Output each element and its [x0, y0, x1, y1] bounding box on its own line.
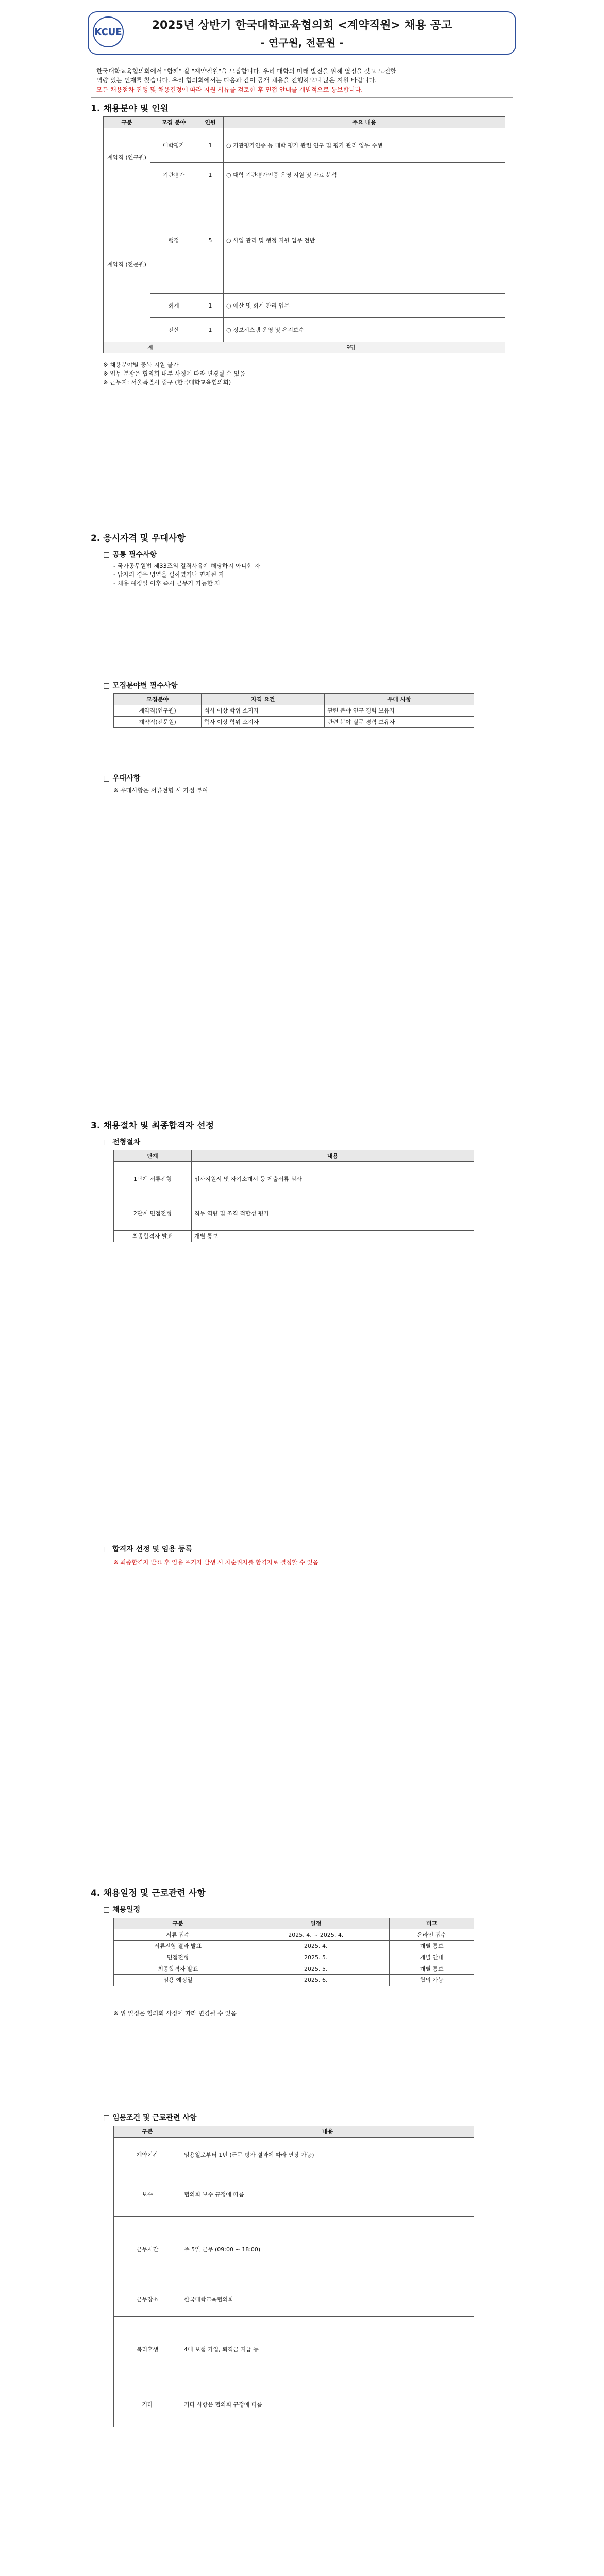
table-row — [104, 318, 505, 342]
section-title: 4. 채용일정 및 근로관련 사항 — [91, 1888, 206, 1899]
requirement-item: - 국가공무원법 제33조의 결격사유에 해당하지 아니한 자 — [113, 562, 261, 569]
cell-item: 면접전형 — [114, 1952, 242, 1963]
subsection-title: □ 공통 필수사항 — [103, 551, 157, 559]
cell-key: 보수 — [114, 2172, 181, 2217]
cell-content: ○ 기관평가인증 등 대학 평가 관련 연구 및 평가 관리 업무 수행 — [224, 128, 505, 163]
positions-table — [103, 116, 505, 353]
col-header: 구분 — [114, 2126, 181, 2138]
footnote: ※ 근무지: 서울특별시 중구 (한국대학교육협의회) — [103, 379, 231, 386]
cell-count: 1 — [197, 294, 224, 318]
cell-note: 개별 통보 — [390, 1963, 474, 1975]
conditions-table — [113, 2126, 474, 2427]
cell-key: 기타 — [114, 2382, 181, 2427]
table-row — [114, 2317, 474, 2382]
table-row — [114, 717, 474, 728]
cell-date: 2025. 5. — [242, 1963, 390, 1975]
cell-field: 계약직(연구원) — [114, 705, 202, 717]
cell-field: 전산 — [150, 318, 197, 342]
footnote: ※ 채용분야별 중복 지원 불가 — [103, 361, 179, 368]
table-row — [114, 705, 474, 717]
col-header: 우대 사항 — [325, 694, 474, 705]
cell-step: 2단계 면접전형 — [114, 1196, 192, 1231]
table-row — [114, 2382, 474, 2427]
cell-value: 기타 사항은 협의회 규정에 따름 — [181, 2382, 474, 2427]
cell-count: 1 — [197, 163, 224, 187]
cell-group: 계약직 (전문원) — [104, 187, 150, 342]
subsection-title: □ 채용일정 — [103, 1906, 141, 1914]
intro-line: 역량 있는 인재를 찾습니다. 우리 협의회에서는 다음과 같이 공개 채용을 진행하오니 많은 지원 바랍니다. — [96, 77, 377, 84]
cell-step: 최종합격자 발표 — [114, 1231, 192, 1242]
intro-line: 모든 채용절차 진행 및 채용결정에 따라 지원 서류를 검토한 후 면접 안내를 개별적으로 통보합니다. — [96, 86, 363, 93]
col-header: 구분 — [104, 117, 150, 128]
cell-field: 계약직(전문원) — [114, 717, 202, 728]
subsection-title: □ 임용조건 및 근로관련 사항 — [103, 2114, 197, 2122]
cell-group: 계약직 (연구원) — [104, 128, 150, 187]
cell-field: 기관평가 — [150, 163, 197, 187]
section-title: 2. 응시자격 및 우대사항 — [91, 533, 186, 544]
table-row — [114, 2217, 474, 2282]
table-row — [104, 187, 505, 294]
table-row — [114, 1963, 474, 1975]
subsection-title: □ 합격자 선정 및 임용 등록 — [103, 1545, 192, 1553]
cell-req: 학사 이상 학위 소지자 — [202, 717, 325, 728]
cell-date: 2025. 4. — [242, 1941, 390, 1952]
table-row — [104, 128, 505, 163]
table-row — [114, 1952, 474, 1963]
common-requirements — [113, 562, 515, 588]
cell-date: 2025. 4. ~ 2025. 4. — [242, 1929, 390, 1941]
table-row — [114, 2282, 474, 2317]
cell-field: 회계 — [150, 294, 197, 318]
table-row — [104, 294, 505, 318]
cell-item: 임용 예정일 — [114, 1975, 242, 1986]
table-row — [114, 2138, 474, 2172]
cell-key: 근무시간 — [114, 2217, 181, 2282]
selection-notice: ※ 최종합격자 발표 후 임용 포기자 발생 시 차순위자를 합격자로 결정할 수 있음 — [113, 1558, 318, 1566]
cell-item: 최종합격자 발표 — [114, 1963, 242, 1975]
cell-value: 주 5일 근무 (09:00 ~ 18:00) — [181, 2217, 474, 2282]
org-logo: KCUE — [93, 16, 124, 47]
cell-note: 개별 안내 — [390, 1952, 474, 1963]
col-header: 인원 — [197, 117, 224, 128]
cell-desc: 입사지원서 및 자기소개서 등 제출서류 심사 — [192, 1162, 474, 1196]
cell-count: 5 — [197, 187, 224, 294]
table-row — [104, 163, 505, 187]
col-header: 일정 — [242, 1918, 390, 1929]
requirement-item: - 채용 예정일 이후 즉시 근무가 가능한 자 — [113, 580, 221, 587]
cell-note: 온라인 접수 — [390, 1929, 474, 1941]
cell-step: 1단계 서류전형 — [114, 1162, 192, 1196]
col-header: 주요 내용 — [224, 117, 505, 128]
footnote: ※ 업무 분장은 협의회 내부 사정에 따라 변경될 수 있음 — [103, 370, 245, 377]
schedule-table — [113, 1918, 474, 1986]
section-title: 1. 채용분야 및 인원 — [91, 104, 169, 114]
cell-key: 근무장소 — [114, 2282, 181, 2317]
section-title: 3. 채용절차 및 최종합격자 선정 — [91, 1121, 214, 1131]
cell-value: 협의회 보수 규정에 따름 — [181, 2172, 474, 2217]
col-header: 모집분야 — [114, 694, 202, 705]
cell-content: ○ 예산 및 회계 관리 업무 — [224, 294, 505, 318]
requirement-item: - 남자의 경우 병역을 필하였거나 면제된 자 — [113, 571, 224, 578]
cell-note: 개별 통보 — [390, 1941, 474, 1952]
cell-key: 계약기간 — [114, 2138, 181, 2172]
intro-box — [91, 63, 513, 98]
cell-date: 2025. 6. — [242, 1975, 390, 1986]
cell-field: 대학평가 — [150, 128, 197, 163]
cell-count: 1 — [197, 318, 224, 342]
cell-key: 복리후생 — [114, 2317, 181, 2382]
page-title: 2025년 상반기 한국대학교육협의회 <계약직원> 채용 공고 — [152, 19, 452, 32]
cell-content: ○ 정보시스템 운영 및 유지보수 — [224, 318, 505, 342]
cell-total: 9명 — [197, 342, 505, 353]
preference-note: ※ 우대사항은 서류전형 시 가점 부여 — [113, 787, 208, 794]
cell-content: ○ 대학 기관평가인증 운영 지원 및 자료 분석 — [224, 163, 505, 187]
process-table — [113, 1150, 474, 1242]
col-header: 모집 분야 — [150, 117, 197, 128]
table-row — [114, 1929, 474, 1941]
col-header: 내용 — [181, 2126, 474, 2138]
cell-date: 2025. 5. — [242, 1952, 390, 1963]
subsection-title: □ 전형절차 — [103, 1138, 141, 1146]
cell-pref: 관련 분야 연구 경력 보유자 — [325, 705, 474, 717]
cell-total-label: 계 — [104, 342, 197, 353]
cell-value: 한국대학교육협의회 — [181, 2282, 474, 2317]
table-row-total — [104, 342, 505, 353]
col-header: 구분 — [114, 1918, 242, 1929]
table-row — [114, 1162, 474, 1196]
cell-value: 임용일로부터 1년 (근무 평가 결과에 따라 연장 가능) — [181, 2138, 474, 2172]
cell-value: 4대 보험 가입, 퇴직금 지급 등 — [181, 2317, 474, 2382]
col-header: 비고 — [390, 1918, 474, 1929]
subsection-title: □ 모집분야별 필수사항 — [103, 682, 178, 690]
cell-req: 석사 이상 학위 소지자 — [202, 705, 325, 717]
section1-notes — [103, 361, 505, 387]
col-header: 내용 — [192, 1150, 474, 1162]
table-row — [114, 2172, 474, 2217]
cell-desc: 직무 역량 및 조직 적합성 평가 — [192, 1196, 474, 1231]
col-header: 자격 요건 — [202, 694, 325, 705]
cell-note: 협의 가능 — [390, 1975, 474, 1986]
table-row — [114, 1941, 474, 1952]
requirements-table — [113, 693, 474, 728]
cell-pref: 관련 분야 실무 경력 보유자 — [325, 717, 474, 728]
subsection-title: □ 우대사항 — [103, 774, 141, 783]
cell-content: ○ 사업 관리 및 행정 지원 업무 전반 — [224, 187, 505, 294]
table-row — [114, 1196, 474, 1231]
intro-line: 한국대학교육협의회에서 "함께" 갈 "계약직원"을 모집합니다. 우리 대학의 미래 발전을 위해 열정을 갖고 도전할 — [96, 67, 396, 75]
table-row — [114, 1231, 474, 1242]
schedule-note: ※ 위 일정은 협의회 사정에 따라 변경될 수 있음 — [113, 2010, 237, 2017]
cell-count: 1 — [197, 128, 224, 163]
page-subtitle: - 연구원, 전문원 - — [260, 37, 344, 49]
cell-desc: 개별 통보 — [192, 1231, 474, 1242]
table-row — [114, 1975, 474, 1986]
cell-field: 행정 — [150, 187, 197, 294]
col-header: 단계 — [114, 1150, 192, 1162]
title-banner — [88, 11, 516, 55]
cell-item: 서류 접수 — [114, 1929, 242, 1941]
cell-item: 서류전형 결과 발표 — [114, 1941, 242, 1952]
